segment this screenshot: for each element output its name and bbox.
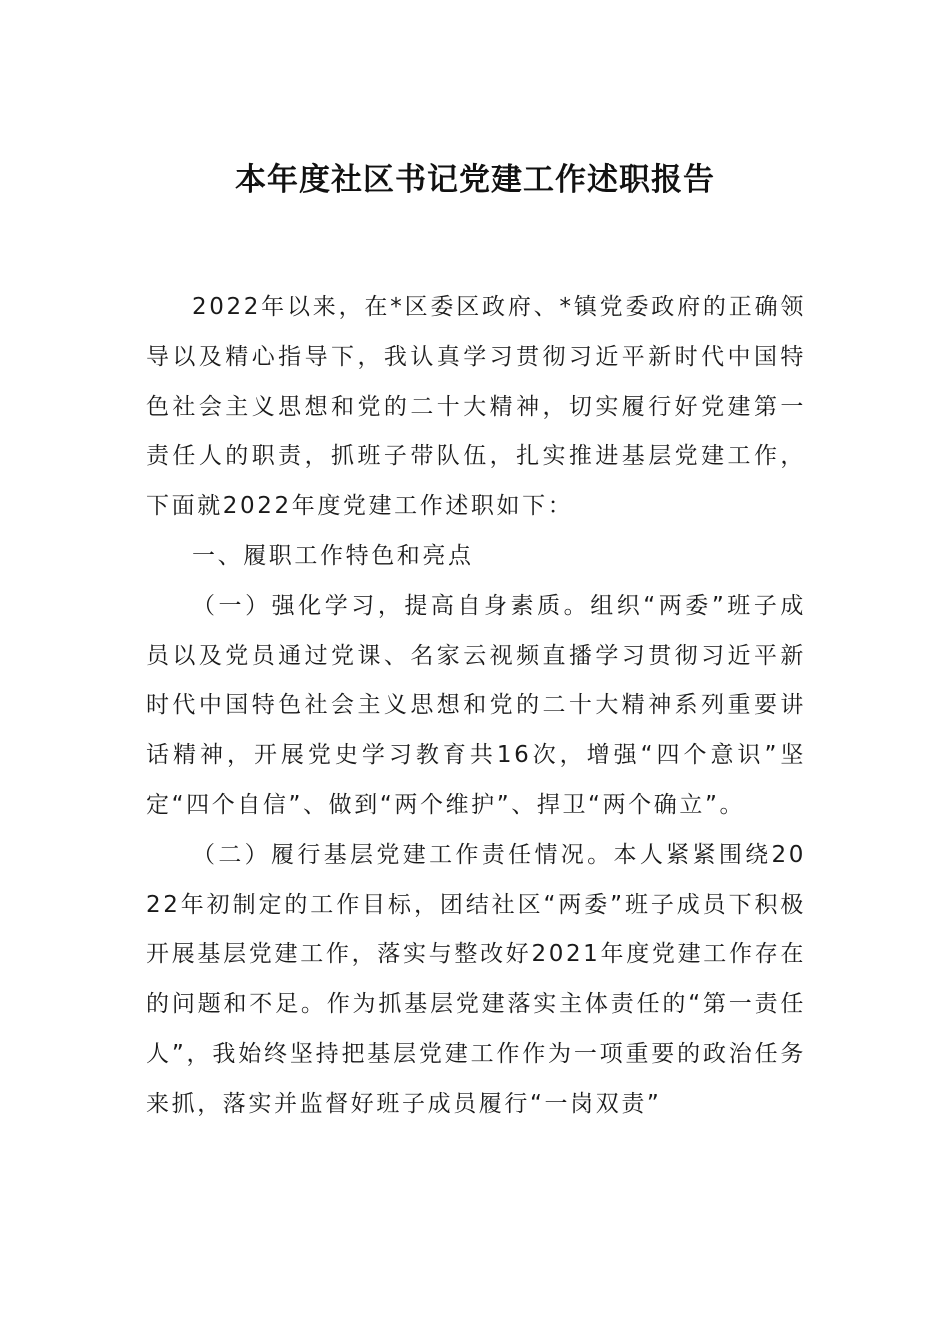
paragraph-intro: 2022年以来，在*区委区政府、*镇党委政府的正确领导以及精心指导下，我认真学习贯彻习近平新时代中国特色社会主义思想和党的二十大精神，切实履行好党建第一责任人的职责，抓班子带队伍，扎实推进基层党建工作，下面就2022年度党建工作述职如下： <box>146 294 806 520</box>
section-heading: 一、履职工作特色和亮点 <box>192 542 474 569</box>
paragraph-responsibility: （二）履行基层党建工作责任情况。本人紧紧围绕2022年初制定的工作目标，团结社区“两委”班子成员下积极开展基层党建工作，落实与整改好2021年度党建工作存在的问题和不足。作为抓基层党建落实主体责任的“第一责任人”，我始终坚持把基层党建工作作为一项重要的政治任务来抓，落实并监督好班子成员履行“一岗双责” <box>146 841 806 1117</box>
paragraph-study: （一）强化学习，提高自身素质。组织“两委”班子成员以及党员通过党课、名家云视频直播学习贯彻习近平新时代中国特色社会主义思想和党的二十大精神系列重要讲话精神，开展党史学习教育共16次，增强“四个意识”坚定“四个自信”、做到“两个维护”、捍卫“两个确立”。 <box>146 592 806 818</box>
document-title: 本年度社区书记党建工作述职报告 <box>235 162 715 198</box>
document-body <box>146 283 806 1130</box>
